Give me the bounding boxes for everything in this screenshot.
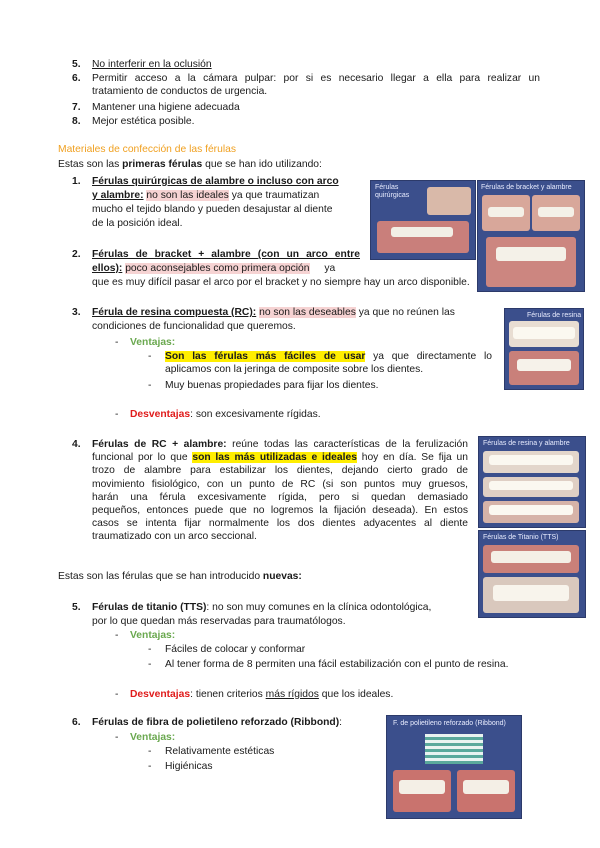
ventajas-label: Ventajas: xyxy=(130,732,176,743)
item-paragraph: Férulas de RC + alambre: reúne todas las características de la ferulización funcional por lo que son las más utilizadas e ideales hoy en día. Se fija un trozo de alambre para estabilizar los dientes, dejando cierto grado de movimiento fisiológico, con un punto de RC (si son puntos muy gruesos, harán una férula excesivamente rígida, pero si quedan demasiado pequeños, entonces puede que no logremos la fijación deseada). En estos casos se intenta fijar normalmente los dos dientes adyacentes al diente traumatizado con un arco seccional. xyxy=(92,439,468,543)
bullet-dash: - xyxy=(148,761,152,772)
bullet-dash: - xyxy=(115,337,119,348)
ventaja-item: Fáciles de colocar y conformar xyxy=(165,644,306,655)
item-text: y alambre: no son las ideales ya que traumatizan xyxy=(92,190,320,201)
list-number: 5. xyxy=(72,602,81,613)
list-number: 5. xyxy=(72,59,81,70)
list-number: 8. xyxy=(72,116,81,127)
list-number: 1. xyxy=(72,176,81,187)
photo-title: Férulas de bracket y alambre xyxy=(481,184,572,191)
list-number: 3. xyxy=(72,307,81,318)
list-item xyxy=(92,72,540,98)
bullet-dash: - xyxy=(115,732,119,743)
ventaja-item: Son las férulas más fáciles de usar ya que directamente lo aplicamos con la jeringa de composite sobre los dientes. xyxy=(165,351,492,376)
item-text: ellos): poco aconsejables como primera opción ya xyxy=(92,263,336,274)
ventaja-item: Muy buenas propiedades para fijar los dientes. xyxy=(165,380,379,391)
desventaja-item: Desventajas: tienen criterios más rígidos que los ideales. xyxy=(130,689,394,700)
ventaja-item: Al tener forma de 8 permiten una fácil estabilización con el punto de resina. xyxy=(165,659,509,670)
bullet-dash: - xyxy=(148,351,152,362)
bullet-dash: - xyxy=(148,746,152,757)
photo-bracket-splints xyxy=(477,180,585,292)
item-text: por lo que quedan más reservadas para traumatólogos. xyxy=(92,616,346,627)
list-item: Mantener una higiene adecuada xyxy=(92,102,240,113)
ventajas-label: Ventajas: xyxy=(130,630,176,641)
list-item: Mejor estética posible. xyxy=(92,116,195,127)
item-heading: Férulas quirúrgicas de alambre o incluso con arco xyxy=(92,176,339,187)
item-text: condiciones de funcionalidad que queremos. xyxy=(92,321,296,332)
photo-resin-wire-splints xyxy=(478,436,586,528)
list-number: 4. xyxy=(72,439,81,450)
intro-paragraph: Estas son las férulas que se han introducido nuevas: xyxy=(58,571,302,582)
ventaja-item: Higiénicas xyxy=(165,761,213,772)
bullet-dash: - xyxy=(115,630,119,641)
list-item: No interferir en la oclusión xyxy=(92,59,212,70)
bullet-dash: - xyxy=(115,689,119,700)
photo-titanium-splints xyxy=(478,530,586,618)
item-text: de la posición ideal. xyxy=(92,218,183,229)
list-item-line: Permitir acceso a la cámara pulpar: por si es necesario llegar a ella para realizar un xyxy=(92,73,540,84)
photo-resin-splints xyxy=(504,308,584,390)
section-title: Materiales de confección de las férulas xyxy=(58,144,237,155)
list-number: 6. xyxy=(72,717,81,728)
item-heading: Férulas de bracket + alambre (con un arco entre xyxy=(92,249,360,260)
list-item-line: tratamiento de conductos de urgencia. xyxy=(92,86,268,98)
item-heading: Férulas de fibra de polietileno reforzado (Ribbond): xyxy=(92,717,343,728)
photo-title: F. de polietileno reforzado (Ribbond) xyxy=(393,720,506,727)
photo-title: Férulas de Titanio (TTS) xyxy=(483,534,559,541)
list-number: 2. xyxy=(72,249,81,260)
ventaja-item: Relativamente estéticas xyxy=(165,746,275,757)
photo-ribbond-splints xyxy=(386,715,522,819)
intro-paragraph: Estas son las primeras férulas que se han ido utilizando: xyxy=(58,159,322,170)
item-heading: Férula de resina compuesta (RC): no son las deseables ya que no reúnen las xyxy=(92,307,455,318)
list-number: 6. xyxy=(72,73,81,84)
photo-title: Férulas de resina xyxy=(527,312,582,319)
bullet-dash: - xyxy=(115,409,119,420)
photo-title: Férulas quirúrgicas xyxy=(375,184,410,199)
bullet-dash: - xyxy=(148,644,152,655)
item-text: mucho el tejido blando y pueden desajustar al diente xyxy=(92,204,333,215)
photo-surgical-splints xyxy=(370,180,476,260)
bullet-dash: - xyxy=(148,380,152,391)
bullet-dash: - xyxy=(148,659,152,670)
desventaja-item: Desventajas: son excesivamente rígidas. xyxy=(130,409,321,420)
list-number: 7. xyxy=(72,102,81,113)
item-text: que es muy difícil pasar el arco por el bracket y no siempre hay un arco disponible. xyxy=(92,277,470,288)
photo-title: Férulas de resina y alambre xyxy=(483,440,570,447)
item-heading: Férulas de titanio (TTS): no son muy comunes en la clínica odontológica, xyxy=(92,602,432,613)
ventajas-label: Ventajas: xyxy=(130,337,176,348)
